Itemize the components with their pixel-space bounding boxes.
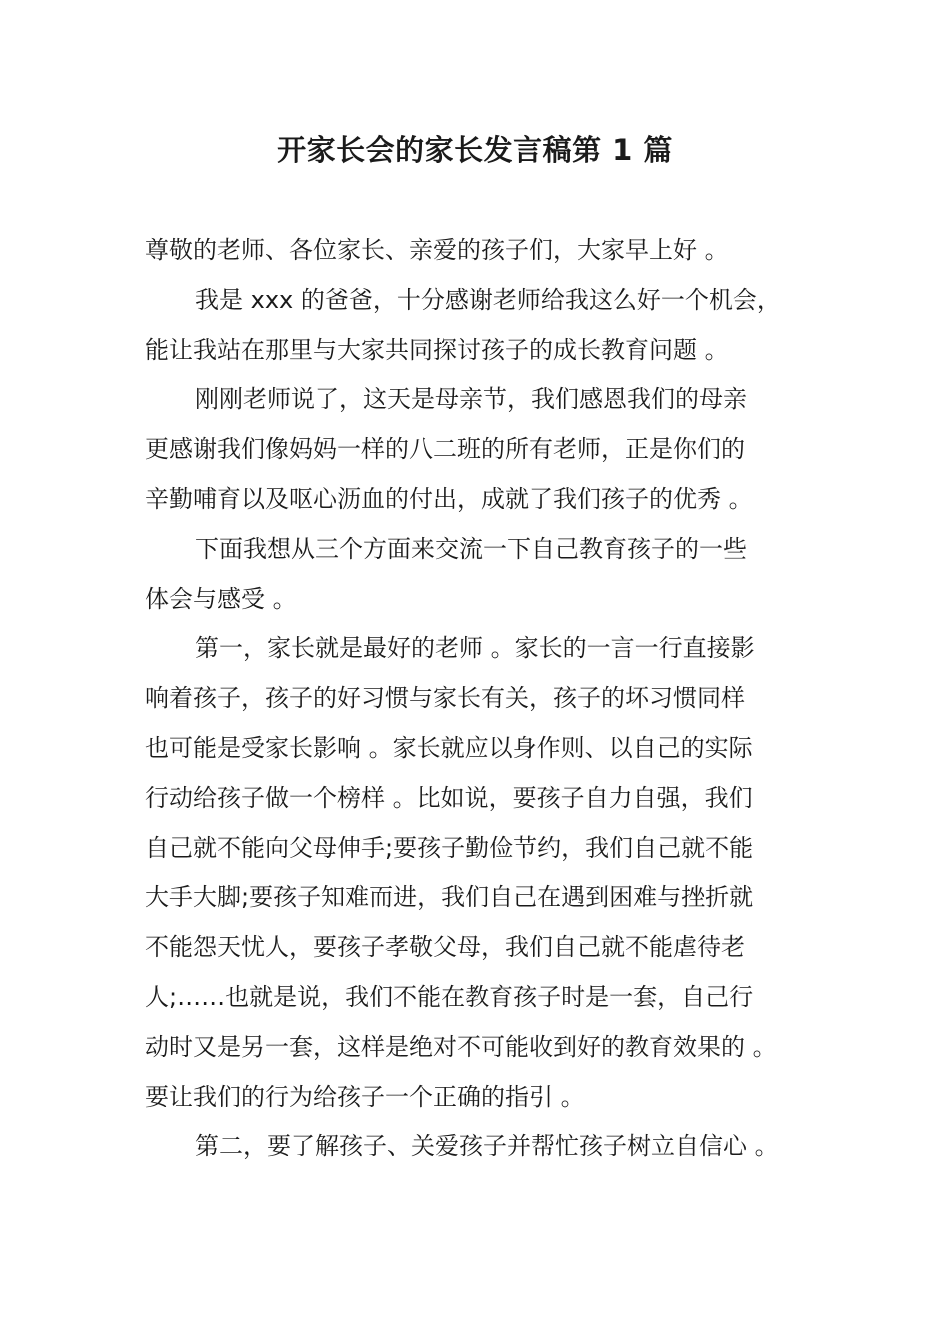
text-line: 我是 xxx 的爸爸，十分感谢老师给我这么好一个机会， (195, 286, 781, 314)
text-line: 不能怨天忧人，要孩子孝敬父母，我们自己就不能虐待老 (145, 933, 745, 961)
text-line: 刚刚老师说了，这天是母亲节，我们感恩我们的母亲 (195, 385, 747, 413)
text-line: 第一，家长就是最好的老师 。家长的一言一行直接影 (195, 634, 755, 662)
text-line: 响着孩子，孩子的好习惯与家长有关，孩子的坏习惯同样 (145, 684, 745, 712)
text-line: 自己就不能向父母伸手;要孩子勤俭节约，我们自己就不能 (145, 834, 754, 862)
text-line: 人;……也就是说，我们不能在教育孩子时是一套，自己行 (145, 983, 754, 1011)
text-line: 动时又是另一套，这样是绝对不可能收到好的教育效果的 。 (145, 1033, 777, 1061)
text-line: 体会与感受 。 (145, 585, 297, 613)
text-line: 行动给孩子做一个榜样 。比如说，要孩子自力自强，我们 (145, 784, 753, 812)
text-line: 也可能是受家长影响 。家长就应以身作则、以自己的实际 (145, 734, 753, 762)
text-line: 更感谢我们像妈妈一样的八二班的所有老师，正是你们的 (145, 435, 745, 463)
text-line: 下面我想从三个方面来交流一下自己教育孩子的一些 (195, 535, 747, 563)
text-line: 辛勤哺育以及呕心沥血的付出，成就了我们孩子的优秀 。 (145, 485, 753, 513)
text-line: 尊敬的老师、各位家长、亲爱的孩子们，大家早上好 。 (145, 236, 729, 264)
text-line: 要让我们的行为给孩子一个正确的指引 。 (145, 1083, 585, 1111)
text-line: 大手大脚;要孩子知难而进，我们自己在遇到困难与挫折就 (145, 883, 754, 911)
text-line: 第二，要了解孩子、关爱孩子并帮忙孩子树立自信心 。 (195, 1132, 779, 1160)
text-line: 能让我站在那里与大家共同探讨孩子的成长教育问题 。 (145, 336, 729, 364)
document-title: 开家长会的家长发言稿第 1 篇 (277, 133, 673, 167)
